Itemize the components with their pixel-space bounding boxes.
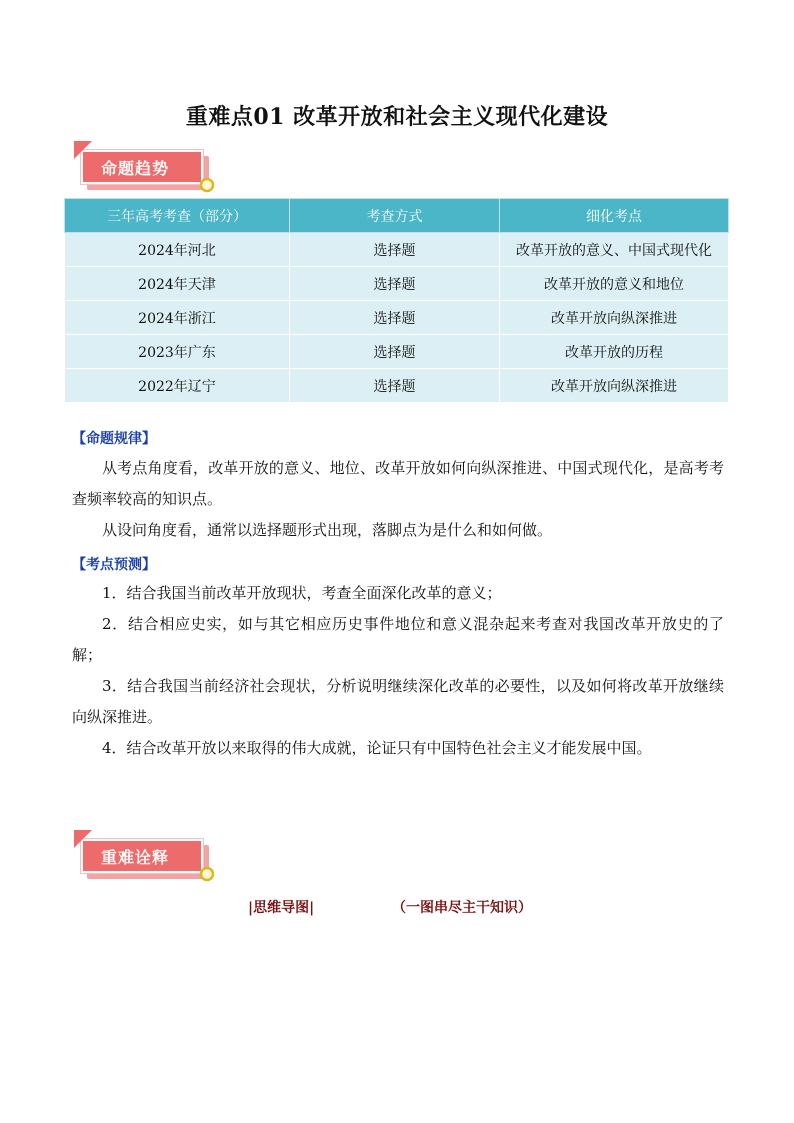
table-row: [65, 233, 729, 267]
table-cell: 选择题: [290, 369, 500, 403]
forecast-item: 1．结合我国当前改革开放现状，考查全面深化改革的意义；: [102, 584, 502, 602]
trend-table: [64, 198, 729, 403]
table-cell: 改革开放的意义和地位: [500, 267, 729, 301]
table-cell: 2023年广东: [65, 335, 290, 369]
table-header: 考查方式: [290, 199, 500, 233]
table-cell: 选择题: [290, 301, 500, 335]
table-cell: 改革开放的意义、中国式现代化: [500, 233, 729, 267]
corner-tab-icon: [74, 830, 92, 848]
forecast-item: 3．结合我国当前经济社会现状，分析说明继续深化改革的必要性，以及如何将改革开放继续向纵深推进。: [72, 677, 724, 726]
mindmap-subtitle: （一图串尽主干知识）: [392, 900, 532, 916]
table-row: [65, 267, 729, 301]
corner-tab-icon: [74, 141, 92, 159]
table-row: [65, 301, 729, 335]
mindmap-label: |思维导图|: [248, 900, 315, 916]
ring-icon: [199, 177, 215, 193]
badge-trend: [81, 150, 213, 190]
badge-explain: [81, 839, 213, 879]
table-cell: 选择题: [290, 335, 500, 369]
table-cell: 选择题: [290, 233, 500, 267]
table-header-row: [65, 199, 729, 233]
table-header: 三年高考考查（部分）: [65, 199, 290, 233]
table-cell: 2022年辽宁: [65, 369, 290, 403]
rules-paragraph: 从设问角度看，通常以选择题形式出现，落脚点为是什么和如何做。: [102, 521, 553, 539]
table-row: [65, 335, 729, 369]
table-header: 细化考点: [500, 199, 729, 233]
table-cell: 2024年天津: [65, 267, 290, 301]
forecast-item: 4．结合改革开放以来取得的伟大成就，论证只有中国特色社会主义才能发展中国。: [102, 739, 652, 757]
rules-paragraph: 从考点角度看，改革开放的意义、地位、改革开放如何向纵深推进、中国式现代化，是高考考查频率较高的知识点。: [72, 459, 724, 508]
page-title: 重难点01 改革开放和社会主义现代化建设: [185, 104, 609, 130]
table-row: [65, 369, 729, 403]
forecast-heading: 【考点预测】: [72, 557, 156, 573]
table-cell: 改革开放向纵深推进: [500, 301, 729, 335]
table-cell: 2024年河北: [65, 233, 290, 267]
badge-explain-label: 重难诠释: [81, 839, 203, 873]
table-cell: 改革开放的历程: [500, 335, 729, 369]
table-cell: 改革开放向纵深推进: [500, 369, 729, 403]
badge-trend-label: 命题趋势: [81, 150, 203, 184]
table-cell: 2024年浙江: [65, 301, 290, 335]
forecast-item: 2．结合相应史实，如与其它相应历史事件地位和意义混杂起来考查对我国改革开放史的了解；: [72, 615, 724, 664]
rules-heading: 【命题规律】: [72, 431, 156, 447]
table-cell: 选择题: [290, 267, 500, 301]
ring-icon: [199, 866, 215, 882]
